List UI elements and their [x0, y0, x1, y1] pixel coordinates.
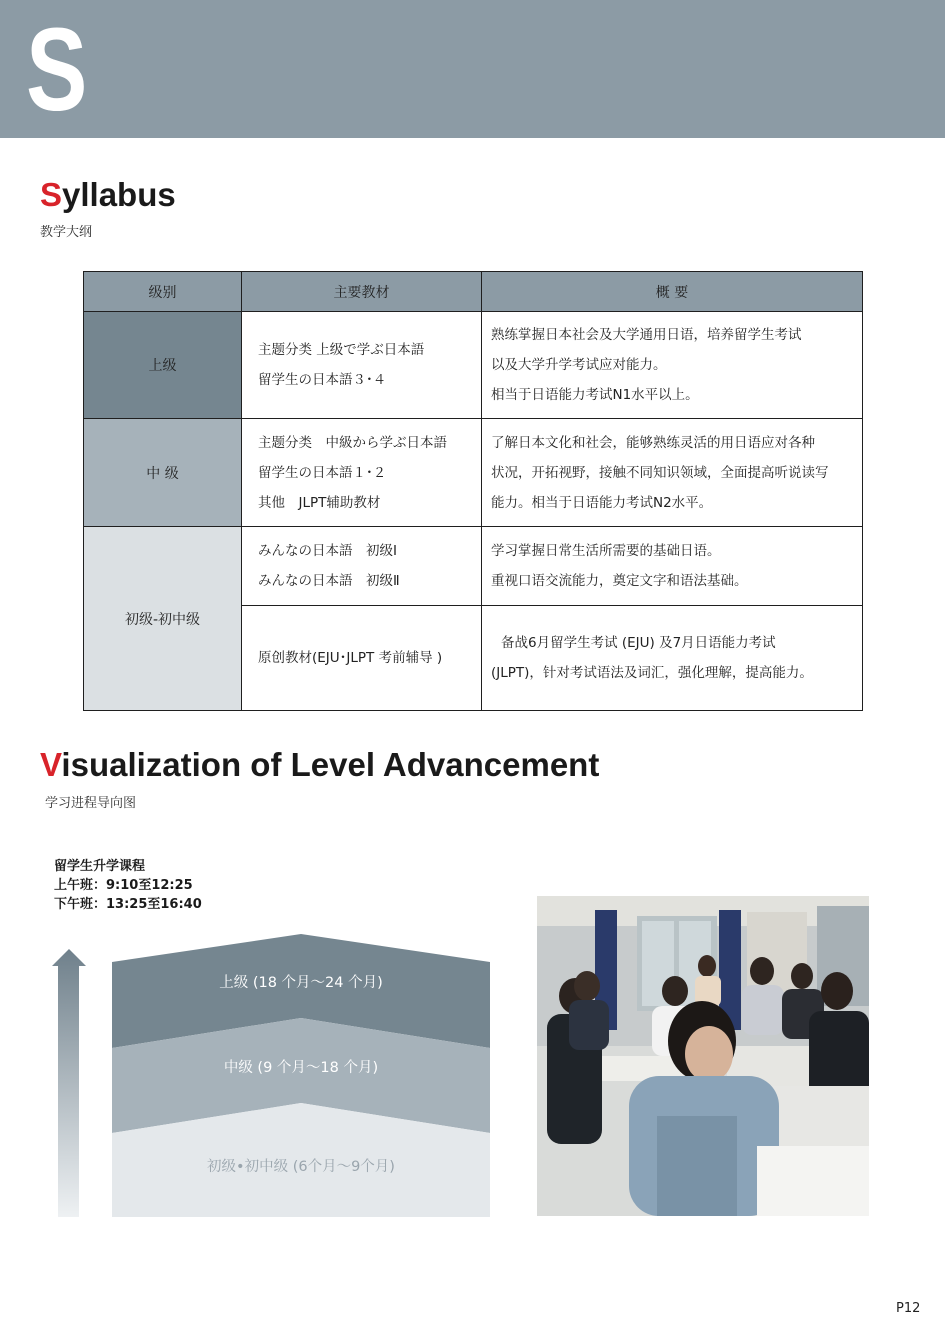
- table-row: [84, 312, 863, 419]
- page-number: P12: [896, 1301, 921, 1316]
- material-line: 主题分类 上级で学ぶ日本語: [258, 342, 425, 358]
- summary-line: 备战6月留学生考试 (EJU) 及7月日语能力考试: [501, 635, 776, 651]
- material-line: 留学生の日本語３･４: [258, 372, 387, 388]
- morning-class-time: 上午班：9:10至12:25: [54, 878, 193, 893]
- summary-line: 熟练掌握日本社会及大学通用日语，培养留学生考试: [491, 327, 802, 343]
- summary-line: 学习掌握日常生活所需要的基础日语。: [491, 543, 721, 559]
- header-letter: S: [26, 4, 88, 136]
- materials-cell: [242, 312, 482, 419]
- materials-cell: [242, 419, 482, 527]
- summary-line: 了解日本文化和社会，能够熟练灵活的用日语应对各种: [491, 434, 815, 451]
- column-header-materials: 主要教材: [242, 272, 482, 312]
- table-row: [84, 527, 863, 606]
- materials-cell: [242, 527, 482, 606]
- material-line: みんなの日本語 初级Ⅱ: [258, 573, 400, 589]
- summary-line: 状况，开拓视野，接触不同知识领域，全面提高听说读写: [491, 464, 829, 481]
- summary-cell: [482, 419, 863, 527]
- header-band: [0, 0, 945, 138]
- material-line: 其他 JLPT辅助教材: [258, 494, 381, 511]
- syllabus-title-rest: yllabus: [62, 176, 176, 213]
- materials-cell: [242, 606, 482, 711]
- summary-line: 以及大学升学考试应对能力。: [491, 357, 667, 373]
- summary-line: 相当于日语能力考试N1水平以上。: [491, 387, 699, 403]
- syllabus-title-accent: S: [40, 176, 63, 213]
- advancement-subtitle: 学习进程导向图: [45, 796, 137, 811]
- progress-arrow-icon: [50, 949, 88, 1217]
- level-label-advanced: 上级 (18 个月～24 个月): [219, 975, 383, 991]
- summary-cell: [482, 527, 863, 606]
- classroom-photo: [537, 896, 869, 1216]
- course-schedule: [54, 857, 202, 914]
- summary-line: (JLPT)，针对考试语法及词汇，强化理解，提高能力。: [491, 665, 813, 681]
- level-cell: 初级-初中级: [84, 527, 242, 711]
- afternoon-class-time: 下午班：13:25至16:40: [54, 897, 202, 912]
- syllabus-table: [83, 271, 863, 711]
- level-label-beginner: 初级•初中级 (6个月～9个月): [207, 1159, 395, 1175]
- level-label-intermediate: 中级 (9 个月～18 个月): [223, 1060, 379, 1076]
- summary-cell: [482, 312, 863, 419]
- course-title: 留学生升学课程: [54, 859, 146, 874]
- column-header-level: 级别: [84, 272, 242, 312]
- material-line: 留学生の日本語１･２: [258, 464, 387, 481]
- syllabus-subtitle: 教学大纲: [40, 225, 93, 240]
- summary-line: 能力。相当于日语能力考试N2水平。: [491, 494, 713, 511]
- level-cell: 上级: [84, 312, 242, 419]
- material-line: みんなの日本語 初级Ⅰ: [258, 543, 397, 559]
- table-row: [84, 419, 863, 527]
- summary-cell: [482, 606, 863, 711]
- advancement-title-accent: V: [40, 746, 62, 783]
- column-header-summary: 概 要: [482, 272, 863, 312]
- advancement-title: [40, 746, 599, 784]
- material-line: 原创教材(EJU･JLPT 考前辅导 ): [258, 650, 443, 666]
- table-header-row: [84, 272, 863, 312]
- material-line: 主题分类 中級から学ぶ日本語: [258, 434, 447, 451]
- level-cell: 中 级: [84, 419, 242, 527]
- syllabus-title: [40, 176, 176, 214]
- advancement-title-rest: isualization of Level Advancement: [61, 746, 600, 783]
- summary-line: 重视口语交流能力，奠定文字和语法基础。: [491, 573, 748, 589]
